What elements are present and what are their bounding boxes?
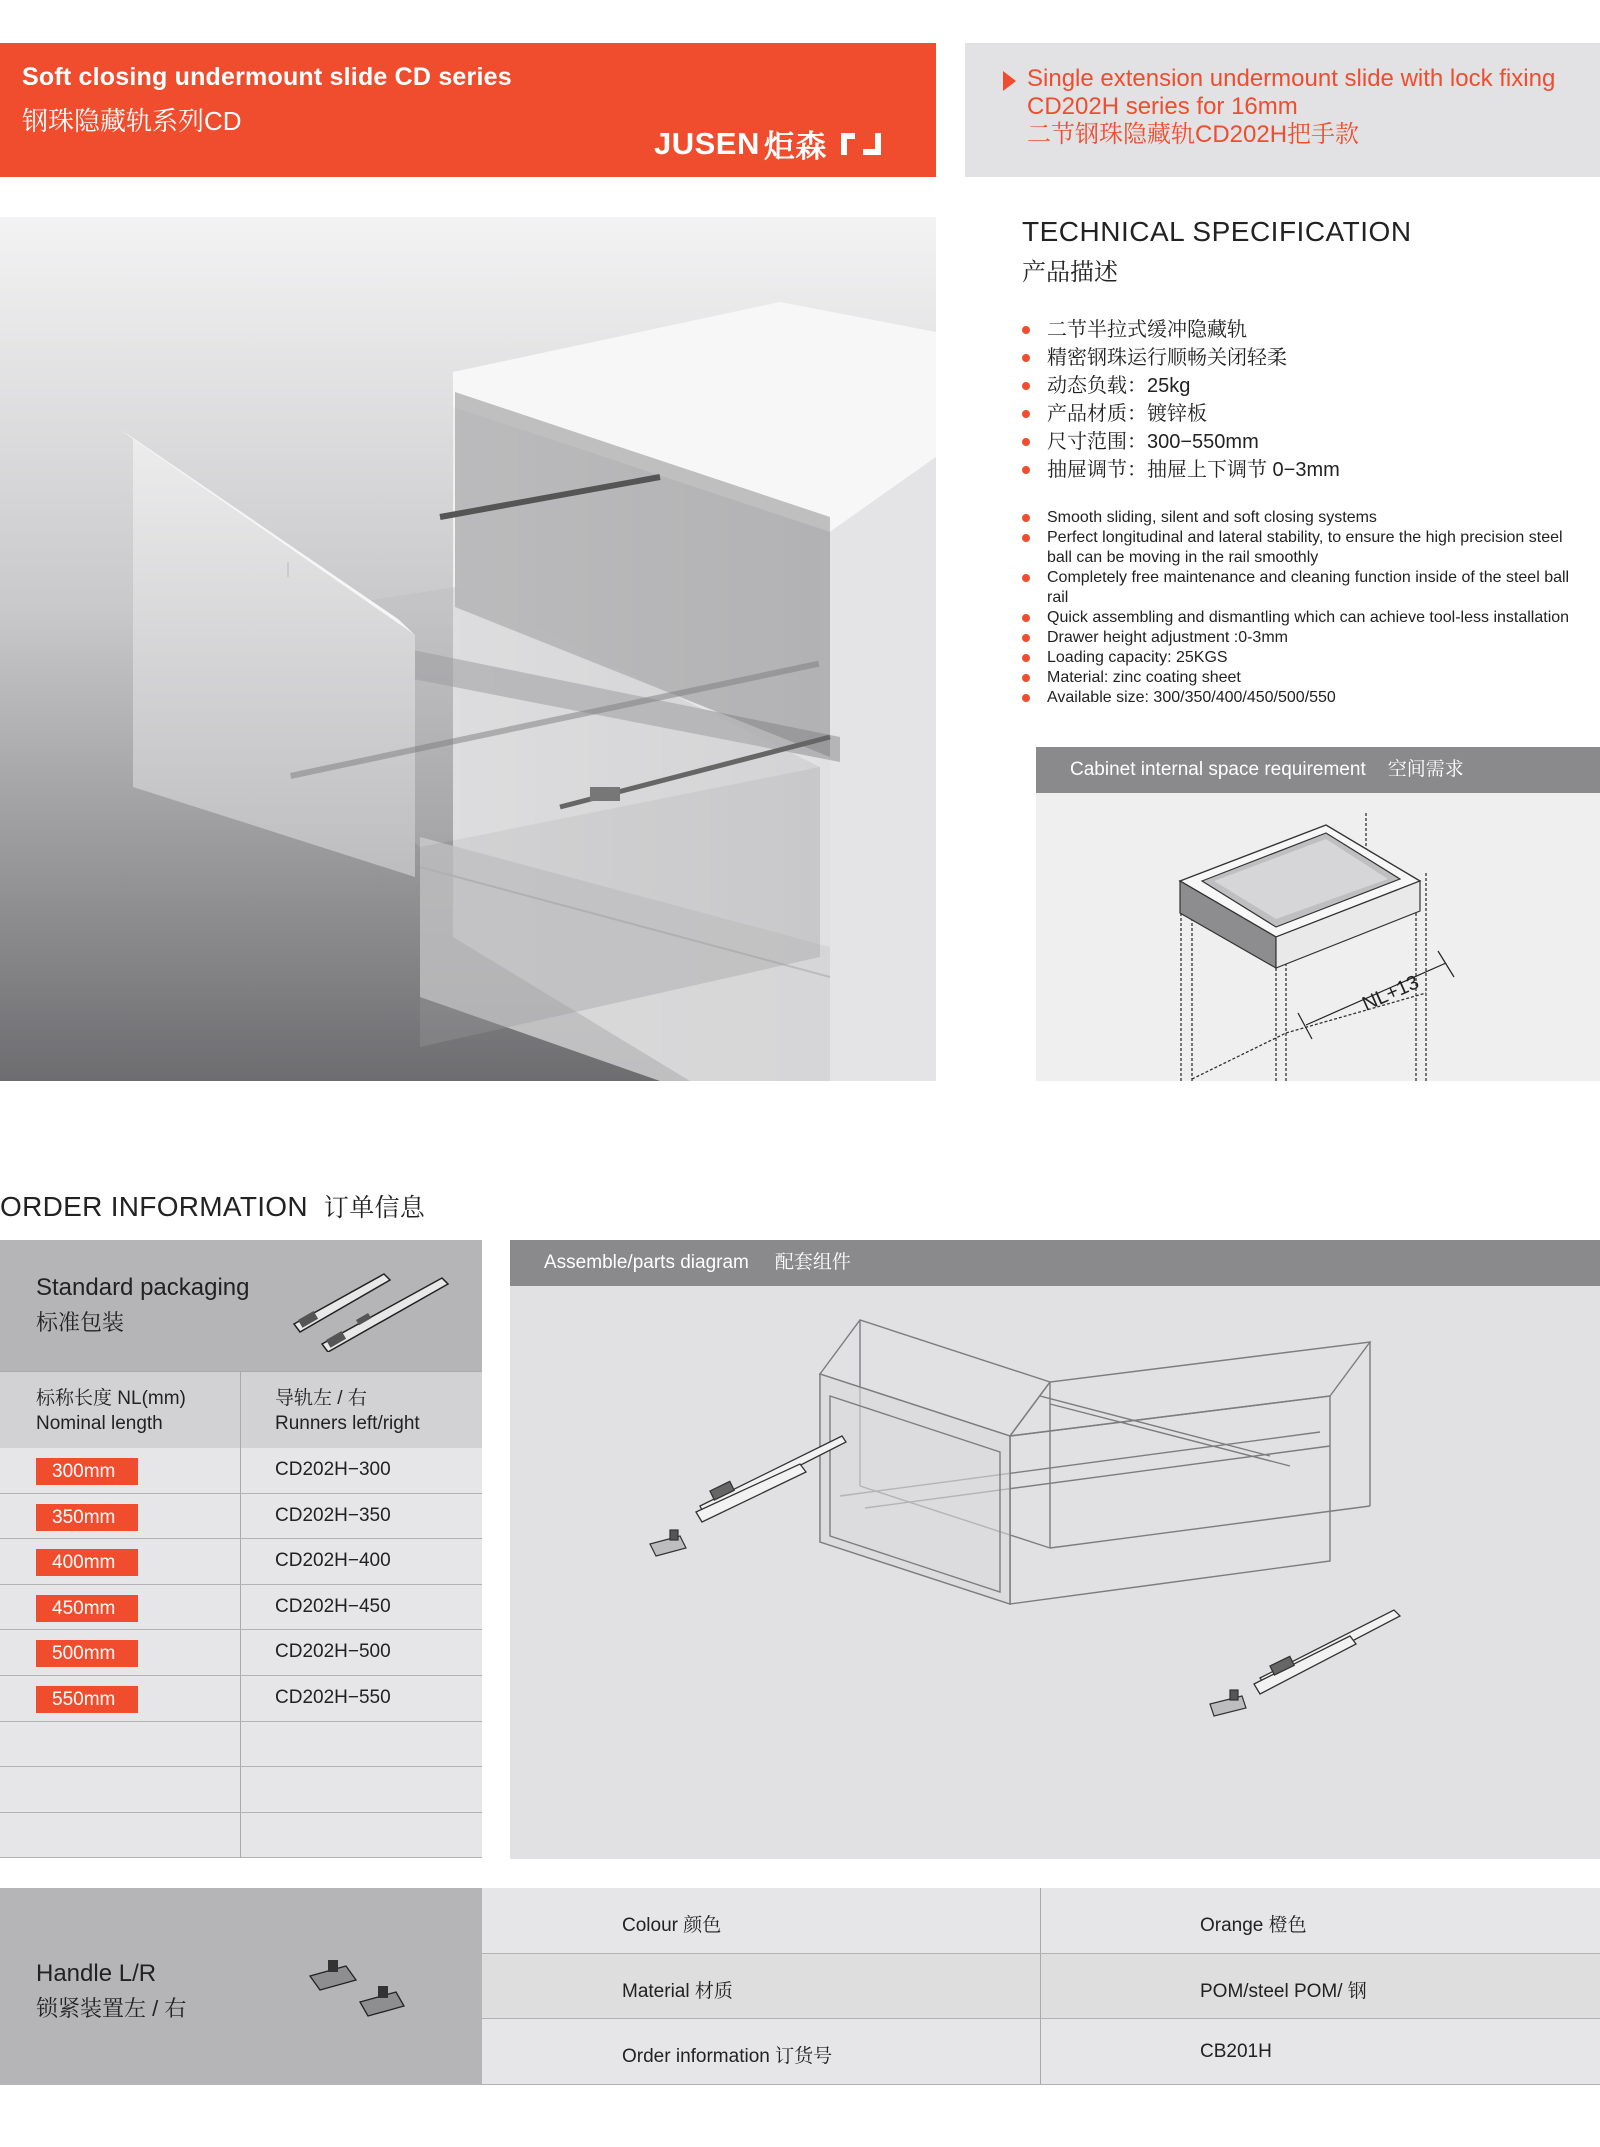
order-code: CD202H−300 — [275, 1459, 391, 1480]
assembly-label-en: Assemble/parts diagram — [544, 1252, 749, 1273]
table-row — [0, 1585, 482, 1631]
bullet-icon — [1022, 574, 1030, 582]
product-banner — [965, 43, 1600, 177]
dimension-label: NL+13 — [1359, 971, 1423, 1016]
order-code: CD202H−350 — [275, 1504, 391, 1526]
bullet-icon — [1022, 674, 1030, 682]
bullet-icon — [1022, 326, 1030, 334]
product-line-2: CD202H series for 16mm — [1027, 93, 1298, 120]
property-key: Colour 颜色 — [622, 1915, 722, 1936]
order-title: ORDER INFORMATION 订单信息 — [0, 1191, 426, 1222]
table-row — [0, 1494, 482, 1540]
list-item: 二节半拉式缓冲隐藏轨 — [1020, 316, 1340, 344]
table-row — [0, 1448, 482, 1494]
list-item: Smooth sliding, silent and soft closing systems — [1020, 508, 1580, 528]
bullet-icon — [1022, 694, 1030, 702]
list-item: 精密钢珠运行顺畅关闭轻柔 — [1020, 344, 1340, 372]
handle-title: Handle L/R — [36, 1960, 157, 1987]
series-title: Soft closing undermount slide CD series — [22, 63, 512, 91]
property-row — [482, 1888, 1600, 1954]
cabinet-requirement-header — [1036, 747, 1600, 793]
bullet-icon — [1022, 514, 1030, 522]
series-title-cn: 钢珠隐藏轨系列CD — [22, 106, 242, 136]
brand-mark-icon — [839, 131, 883, 157]
table-row-empty — [0, 1722, 482, 1768]
order-code: CD202H−400 — [275, 1550, 391, 1572]
product-line-3: 二节钢珠隐藏轨CD202H把手款 — [1027, 121, 1360, 148]
cabinet-space-diagram — [1036, 793, 1600, 1081]
order-table-header — [0, 1371, 482, 1448]
bullet-icon — [1022, 354, 1030, 362]
list-item: Completely free maintenance and cleaning function inside of the steel ball rail — [1020, 568, 1580, 608]
list-item: 产品材质：镀锌板 — [1020, 400, 1340, 428]
brand-logo — [654, 121, 883, 166]
property-row — [482, 1954, 1600, 2020]
list-item: Perfect longitudinal and lateral stability, to ensure the high precision steel ball can be moving in the rail smoothly — [1020, 528, 1580, 568]
header-banner — [0, 43, 936, 177]
arrow-icon — [1003, 71, 1016, 91]
size-badge: 550mm — [36, 1686, 138, 1713]
list-item: Quick assembling and dismantling which can achieve tool-less installation — [1020, 608, 1580, 628]
assembly-label-cn: 配套组件 — [774, 1252, 851, 1273]
size-badge: 350mm — [36, 1504, 138, 1531]
property-value: CB201H — [1200, 2041, 1272, 2063]
spec-subtitle: 产品描述 — [1022, 259, 1118, 286]
packaging-header — [0, 1240, 482, 1371]
list-item: Drawer height adjustment :0-3mm — [1020, 628, 1580, 648]
col-runners: 导轨左 / 右 Runners left/right — [275, 1388, 420, 1434]
list-item: 抽屉调节：抽屉上下调节 0−3mm — [1020, 456, 1340, 484]
list-item: 尺寸范围：300−550mm — [1020, 428, 1340, 456]
handle-clip-icon — [300, 1936, 430, 2026]
spec-list-cn — [1020, 316, 1340, 484]
packaging-label: Standard packaging — [36, 1274, 250, 1301]
bullet-icon — [1022, 534, 1030, 542]
product-line-1: Single extension undermount slide with lock fixing — [1027, 65, 1556, 92]
table-row-empty — [0, 1813, 482, 1859]
table-row — [0, 1630, 482, 1676]
order-code: CD202H−450 — [275, 1595, 391, 1617]
size-badge: 500mm — [36, 1640, 138, 1667]
handle-header — [0, 1888, 482, 2085]
order-code: CD202H−550 — [275, 1686, 391, 1708]
list-item: Loading capacity: 25KGS — [1020, 648, 1580, 668]
table-row — [0, 1676, 482, 1722]
order-code: CD202H−500 — [275, 1641, 391, 1663]
spec-title: TECHNICAL SPECIFICATION — [1022, 216, 1412, 247]
bullet-icon — [1022, 438, 1030, 446]
list-item: 动态负载：25kg — [1020, 372, 1340, 400]
cabinet-label-cn: 空间需求 — [1387, 759, 1464, 780]
bullet-icon — [1022, 634, 1030, 642]
bullet-icon — [1022, 382, 1030, 390]
packaging-label-cn: 标准包装 — [36, 1310, 125, 1335]
drawer-photo — [0, 217, 936, 1081]
property-value: POM/steel POM/ 钢 — [1200, 1980, 1367, 2002]
table-row — [0, 1539, 482, 1585]
order-table — [0, 1448, 482, 1858]
bullet-icon — [1022, 466, 1030, 474]
table-row-empty — [0, 1767, 482, 1813]
brand-cn: 炬森 — [763, 129, 827, 164]
assembly-header — [510, 1240, 1600, 1286]
list-item: Material: zinc coating sheet — [1020, 668, 1580, 688]
size-badge: 300mm — [36, 1458, 138, 1485]
slide-pair-icon — [286, 1262, 456, 1352]
product-title — [1027, 65, 1555, 149]
handle-properties — [482, 1888, 1600, 2085]
property-row — [482, 2019, 1600, 2085]
bullet-icon — [1022, 614, 1030, 622]
cabinet-label-en: Cabinet internal space requirement — [1070, 759, 1366, 780]
col-nominal-length: 标称长度 NL(mm) Nominal length — [36, 1388, 186, 1434]
property-value: Orange 橙色 — [1200, 1915, 1307, 1936]
bullet-icon — [1022, 410, 1030, 418]
brand-latin: JUSEN — [654, 125, 760, 161]
bullet-icon — [1022, 654, 1030, 662]
assembly-diagram — [510, 1286, 1600, 1859]
size-badge: 400mm — [36, 1549, 138, 1576]
property-key: Material 材质 — [622, 1980, 733, 2002]
handle-title-cn: 锁紧装置左 / 右 — [36, 1996, 187, 2021]
property-key: Order information 订货号 — [622, 2046, 833, 2068]
size-badge: 450mm — [36, 1595, 138, 1622]
list-item: Available size: 300/350/400/450/500/550 — [1020, 688, 1580, 708]
spec-list-en — [1020, 508, 1580, 708]
